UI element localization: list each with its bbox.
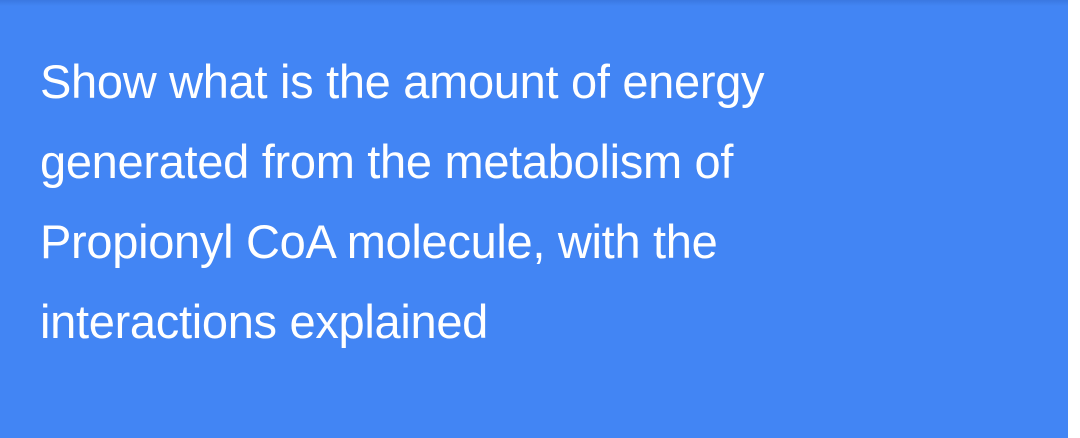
card-top-edge	[0, 0, 1068, 6]
question-line-2: generated from the metabolism of	[40, 135, 734, 188]
question-line-1: Show what is the amount of energy	[40, 55, 765, 108]
question-line-3: Propionyl CoA molecule, with the	[40, 215, 718, 268]
question-text	[40, 42, 1050, 362]
question-line-4: interactions explained	[40, 295, 489, 348]
right-margin-strip	[1068, 0, 1080, 438]
